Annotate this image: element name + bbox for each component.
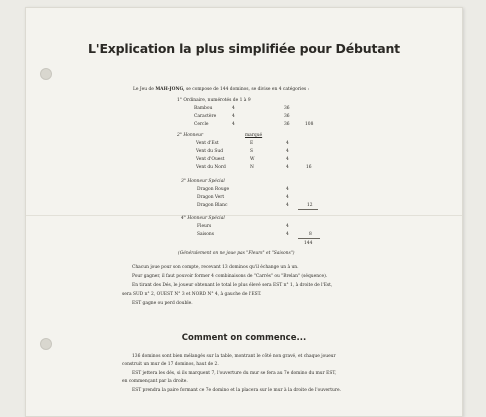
para1-line: Chacun joue pour son compte, recevant 13 dominos qu'il échange un à un. (132, 265, 299, 270)
para2-line: EST prendra la paire formant ce 7e domino et la placera sur le mur à la droite de l'ouverture. (132, 388, 341, 393)
cat1-heading: 1° Ordinaire, numérotés de 1 à 9 (177, 98, 251, 103)
cat2-label: Vent du Nord (196, 165, 226, 170)
cat2-label: Vent d'Est (196, 141, 219, 146)
cat3-count: 4 (286, 187, 289, 192)
cat1-count: 4 (232, 114, 235, 119)
cat3-label: Dragon Rouge (197, 187, 230, 192)
cat2-mark: S (250, 149, 254, 154)
cat3-label: Dragon Vert (197, 195, 225, 200)
cat3-count: 4 (286, 203, 289, 208)
cat2-mark: W (250, 157, 255, 162)
subtitle: Comment on commence... (181, 333, 307, 343)
para2-line: EST jettera les dés, si ils marquent 7, l'ouverture du mur se fera au 7e domino du mur EST, (132, 371, 337, 376)
cat4-label: Fleurs (197, 224, 212, 229)
intro-pre: Le Jeu de (133, 87, 154, 92)
para1-line: sera SUD n° 2, OUEST N° 3 et NORD N° 4, à gauche de l'EST. (122, 292, 262, 297)
cat2-total: 16 (306, 165, 312, 170)
cat2-count: 4 (286, 165, 289, 170)
subtotal-rule (298, 209, 318, 210)
cat2-count: 4 (286, 157, 289, 162)
cat4-count: 4 (286, 232, 289, 237)
cat4-count: 4 (286, 224, 289, 229)
fold-crease (26, 215, 462, 216)
cat4-heading: 4° Honneur Spécial (181, 216, 225, 221)
cat2-label: Vent d'Ouest (196, 157, 225, 162)
cat2-heading: 2° Honneur (177, 133, 204, 138)
para2-line: en commençant par la droite. (122, 379, 188, 384)
binder-hole (40, 68, 52, 80)
para2-line: construit un mur de 17 dominos, haut de 2. (122, 362, 219, 367)
intro-post: se compose de 144 dominos, se divise en 4 catégories : (186, 87, 310, 92)
cat1-count: 4 (232, 106, 235, 111)
cat2-mark: N (250, 165, 254, 170)
note: (Généralement on ne joue pas "Fleurs" et "Saisons") (178, 251, 295, 256)
cat1-count: 4 (232, 122, 235, 127)
para1-line: Pour gagner, il faut pouvoir former 4 combinaisons de "Carrés" ou "Brelan" (séquence). (132, 274, 328, 279)
cat3-heading: 3° Honneur Spécial (181, 179, 225, 184)
para1-line: EST gagne ou perd double. (132, 301, 193, 306)
intro-line (133, 87, 309, 92)
cat1-total: 108 (305, 122, 314, 127)
cat4-total: 8 (309, 232, 312, 237)
document-title: L'Explication la plus simplifiée pour Débutant (88, 41, 400, 56)
cat2-mark: E (250, 141, 254, 146)
cat1-sub: 36 (284, 106, 290, 111)
game-name: MAH-JONG, (155, 87, 185, 92)
cat1-label: Caractère (194, 114, 217, 119)
grand-total: 144 (304, 241, 313, 246)
cat4-label: Saisons (197, 232, 215, 237)
cat1-sub: 36 (284, 114, 290, 119)
cat3-total: 12 (307, 203, 313, 208)
cat2-count: 4 (286, 149, 289, 154)
cat1-label: Cercle (194, 122, 209, 127)
para2-line: 136 dominos sont bien mélangés sur la table, montrant le côté non gravé, et chaque joueur (132, 354, 336, 359)
para1-line: En tirant des Dés, le joueur obtenant le total le plus élevé sera EST n° 1, à droite de l'Est, (132, 283, 333, 288)
total-rule (298, 238, 320, 239)
cat2-marque: marqué (245, 133, 263, 138)
cat2-label: Vent du Sud (196, 149, 224, 154)
cat3-label: Dragon Blanc (197, 203, 228, 208)
cat1-label: Bambou (194, 106, 213, 111)
cat1-sub: 36 (284, 122, 290, 127)
cat3-count: 4 (286, 195, 289, 200)
document-page (25, 7, 463, 417)
cat2-count: 4 (286, 141, 289, 146)
